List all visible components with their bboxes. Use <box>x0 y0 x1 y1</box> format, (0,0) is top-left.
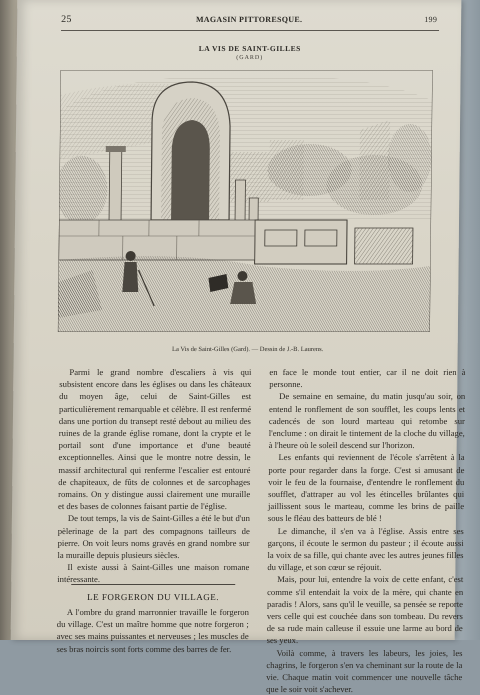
figure-title: LA VIS DE SAINT-GILLES <box>61 44 439 53</box>
paragraph: A l'ombre du grand marronnier travaille le forgeron du village. C'est un maître homme que notre forgeron ; avec ses mains puissantes et nerveuses ; les muscles de ses bras noircis sont forts comme des barres de fer. <box>56 606 249 655</box>
paragraph: Il existe aussi à Saint-Gilles une maison romane intéressante. <box>57 561 249 585</box>
page-number: 25 <box>61 14 72 25</box>
text-column-left-continued <box>56 606 249 655</box>
section-rule <box>71 584 235 585</box>
magazine-title: MAGASIN PITTORESQUE. <box>61 15 437 24</box>
paragraph: De semaine en semaine, du matin jusqu'au soir, on entend le ronflement de son soufflet, les coups lents et cadencés de son lourd marteau qui retombe sur l'enclume : on dirait le tintement de la cloche du village, à l'heure où le soleil descend sur l'horizon. <box>269 390 466 451</box>
paragraph: en face le monde tout entier, car il ne doit rien à personne. <box>269 366 465 390</box>
folio-number: 199 <box>424 15 437 24</box>
engraving-illustration <box>58 70 433 332</box>
figure-subtitle: (GARD) <box>61 55 439 61</box>
paragraph: Voilà comme, à travers les labeurs, les joies, les chagrins, le forgeron s'en va cheminant sur la route de la vie. Chaque matin voit commencer une nouvelle tâche que le soir voit s'achever. <box>266 647 463 695</box>
running-header <box>61 14 437 28</box>
header-rule <box>61 30 439 31</box>
paragraph: De tout temps, la vis de Saint-Gilles a été le but d'un pèlerinage de la part des compagnons tailleurs de pierre. On voit leurs noms gravés en grand nombre sur la muraille depuis plusieurs siècles. <box>57 512 250 561</box>
paragraph: Mais, pour lui, entendre la voix de cette enfant, c'est comme s'il entendait la voix de la mère, qui chante en paradis ! Alors, sans qu'il le veuille, sa pensée se reporte vers celle qui est couchée dans son tombeau. Du revers de sa rude main calleuse il essuie une larme au bord de ses yeux. <box>267 573 464 646</box>
book-page <box>11 0 462 640</box>
text-column-left <box>57 366 251 586</box>
paragraph: Les enfants qui reviennent de l'école s'arrêtent à la porte pour regarder dans la forge. C'est si amusant de voir le feu de la fournaise, d'entendre le ronflement du soufflet, d'attraper au vol les étincelles brûlantes qui jaillissent sous le marteau, comme les brins de paille sous le fléau des batteurs de blé ! <box>268 451 465 524</box>
paragraph: Le dimanche, il s'en va à l'église. Assis entre ses garçons, il écoute le sermon du pasteur ; il écoute aussi la voix de sa fille, qui chante avec les autres jeunes filles du village, et son cœur se réjouit. <box>267 525 464 574</box>
section-title: LE FORGERON DU VILLAGE. <box>57 592 249 602</box>
figure-caption: La Vis de Saint-Gilles (Gard). — Dessin de J.-B. Laurens. <box>58 346 438 353</box>
paragraph: Parmi le grand nombre d'escaliers à vis qui subsistent encore dans les églises ou dans les châteaux du moyen âge, celui de Saint-Gilles est particulièrement remarquable et célèbre. Il est renfermé dans une portion du transept resté debout au milieu des ruines de la grande église romane, dont la crypte et le portail sont d'une importance et d'une beauté exceptionnelles. Ainsi que le montre notre dessin, le massif architectural qui renferme l'escalier est entouré de chapiteaux, de fûts de colonnes et de sarcophages romains. On y distingue aussi clairement une muraille et des bases de colonnes faisant partie de l'église. <box>58 366 252 512</box>
text-column-right <box>266 366 465 695</box>
